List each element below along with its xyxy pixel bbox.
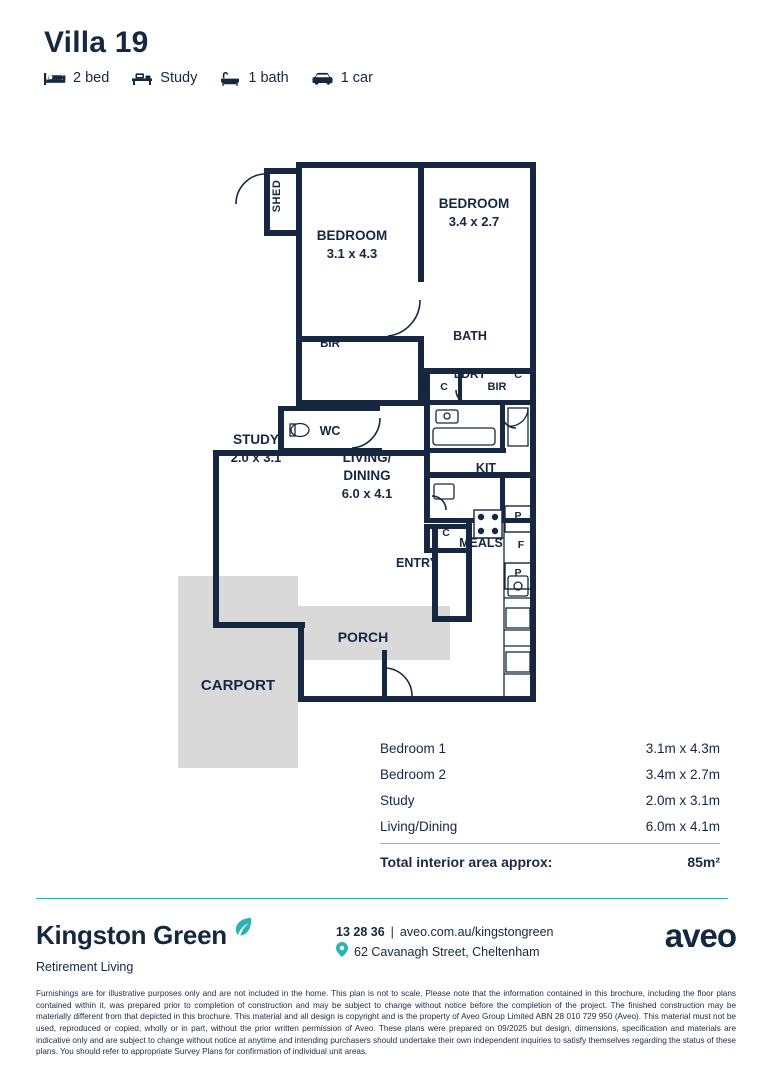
contact-separator: | [390,925,394,939]
leaf-icon [229,915,255,956]
schedule-label: Study [380,792,415,808]
schedule-row [380,735,720,761]
label-c-2: C [514,369,522,381]
schedule-total-row [380,846,720,870]
label-living-2: DINING [343,468,391,483]
page-footer [36,915,736,974]
label-f: F [517,539,525,551]
label-c-1: C [440,381,448,393]
label-bedroom2: BEDROOM [438,196,510,211]
feature-study [131,70,197,86]
label-wc: WC [319,424,341,438]
label-porch: PORCH [337,629,389,645]
schedule-total-label: Total interior area approx: [380,854,553,870]
schedule-dim: 3.4m x 2.7m [645,766,720,782]
bed-icon [44,71,66,86]
label-bedroom1-dim: 3.1 x 4.3 [326,246,378,261]
cooktop-icon [474,510,502,538]
desk-icon [131,71,153,86]
feature-car-label: 1 car [340,70,373,86]
label-bedroom2-dim: 3.4 x 2.7 [448,214,500,229]
carport-slab [178,576,298,768]
label-bir-1: BIR [320,338,340,350]
page-title: Villa 19 [44,26,149,59]
schedule-dim: 3.1m x 4.3m [645,740,720,756]
schedule-total-value: 85m² [687,854,720,870]
feature-bath [219,70,288,86]
brand-block [36,915,336,974]
schedule-label: Living/Dining [380,818,458,834]
brand-name-text: Kingston Green [36,920,227,950]
contact-line-address [336,942,554,963]
feature-bed-label: 2 bed [73,70,110,86]
address-text: 62 Cavanagh Street, Cheltenham [354,945,540,960]
floor-plan [0,128,764,768]
contact-line-phone-web [336,923,554,942]
label-bir-2: BIR [487,381,507,393]
label-study-dim: 2.0 x 3.1 [230,450,282,465]
label-bedroom1: BEDROOM [316,228,388,243]
schedule-row [380,787,720,813]
car-icon [311,71,334,86]
label-living-1: LIVING/ [342,450,392,465]
location-pin-icon [336,942,348,963]
schedule-label: Bedroom 1 [380,740,447,756]
schedule-dim: 6.0m x 4.1m [645,818,720,834]
label-entry: ENTRY [396,556,438,570]
schedule-row [380,813,720,839]
label-c-3: C [442,527,450,539]
label-study: STUDY [233,432,279,447]
label-living-dim: 6.0 x 4.1 [341,486,393,501]
feature-car [311,70,373,86]
contact-block [336,915,554,964]
schedule-dim: 2.0m x 3.1m [645,792,720,808]
schedule-label: Bedroom 2 [380,766,447,782]
phone-number[interactable]: 13 28 36 [336,925,385,939]
area-schedule [380,735,720,870]
brand-subtitle: Retirement Living [36,960,134,974]
page-header [44,26,373,86]
label-kit: KIT [475,461,497,475]
disclaimer-text: Furnishings are for illustrative purposes only and are not included in the home. This plan is not to scale. Please note that the information contained in this brochure, including the floor plans contained within it, was prepared prior to completion of construction and may be subject to change without notice before the completion of the project. The finished construction may be materially different from that depicted in this brochure. This material and all design is copyright and is the property of Aveo Group Limited ABN 28 010 729 950 (Aveo). This material must not be used, reproduced or copied, wholly or in part, without the prior written permission of Aveo. These plans were prepared on 09/2025 but design, dimensions, specification and materials are indicative only and are subject to change without notice at anytime and intending purchasers should undertake their own independent inquiries to satisfy themselves regarding the status of these plans. You should refer to appropriate Survey Plans for confirmation of individual unit areas. [36,989,736,1057]
website-link[interactable]: aveo.com.au/kingstongreen [399,925,554,939]
label-shed: SHED [271,179,283,213]
feature-bath-label: 1 bath [248,70,289,86]
label-bath: BATH [453,329,487,343]
footer-divider [36,898,728,899]
label-p-2: P [514,567,522,579]
bath-icon [219,71,241,86]
aveo-logo: aveo [664,917,736,954]
feature-study-label: Study [160,70,198,86]
schedule-divider [380,843,720,844]
label-ldry: LDRY [453,367,487,381]
brand-name-row [36,915,336,956]
label-p-1: P [514,510,522,522]
feature-bed [44,70,109,86]
feature-summary-row [44,70,373,86]
label-meals: MEALS [459,536,503,550]
label-carport: CARPORT [200,677,276,694]
schedule-row [380,761,720,787]
